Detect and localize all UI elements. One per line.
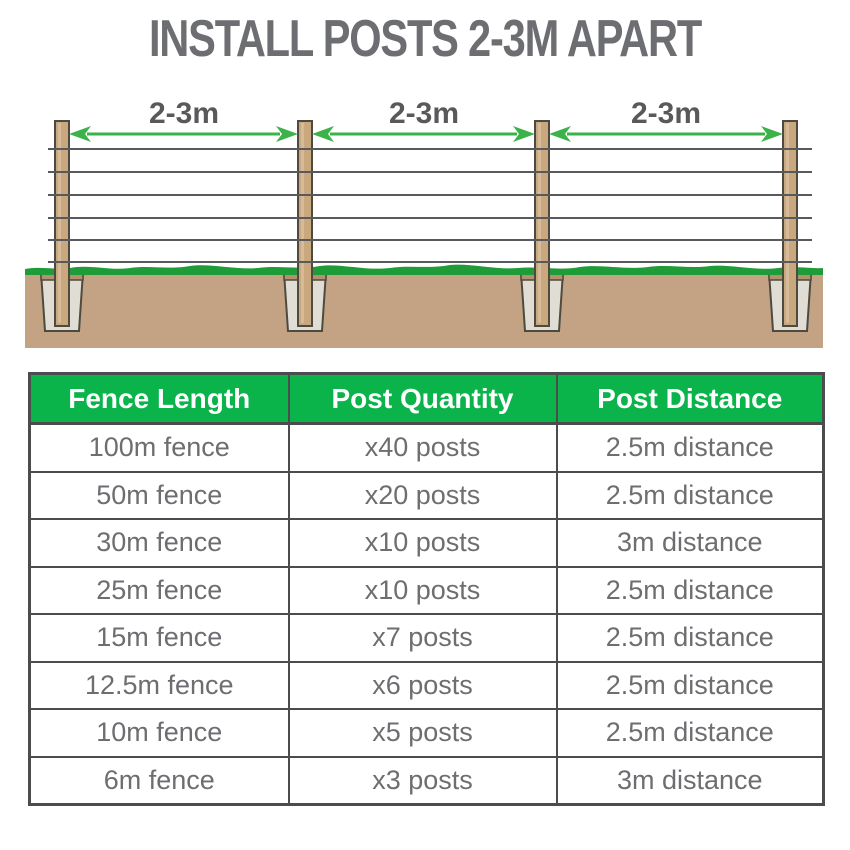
- table-cell: 12.5m fence: [30, 662, 289, 710]
- fence-post-table: [28, 372, 825, 806]
- ground: [25, 271, 823, 348]
- table-cell: 2.5m distance: [557, 424, 824, 472]
- table-cell: x6 posts: [289, 662, 557, 710]
- table-cell: x40 posts: [289, 424, 557, 472]
- table-cell: 3m distance: [557, 757, 824, 805]
- table-cell: 50m fence: [30, 472, 289, 520]
- page-title: INSTALL POSTS 2-3M APART: [148, 10, 702, 68]
- table-cell: x3 posts: [289, 757, 557, 805]
- grass: [25, 265, 823, 275]
- spacing-label: 2-3m: [388, 97, 460, 130]
- table-cell: 6m fence: [30, 757, 289, 805]
- table-cell: x10 posts: [289, 567, 557, 615]
- table-row: [30, 614, 824, 662]
- table-cell: x10 posts: [289, 519, 557, 567]
- spacing-label: 2-3m: [630, 97, 702, 130]
- table-cell: 15m fence: [30, 614, 289, 662]
- header-cell-fence-length: Fence Length: [30, 374, 289, 424]
- table-cell: x7 posts: [289, 614, 557, 662]
- fence-post: [298, 121, 312, 326]
- table-cell: 2.5m distance: [557, 662, 824, 710]
- table-cell: x20 posts: [289, 472, 557, 520]
- table-row: [30, 519, 824, 567]
- table-cell: 100m fence: [30, 424, 289, 472]
- table-cell: 2.5m distance: [557, 709, 824, 757]
- fence-wires: [48, 149, 812, 262]
- table-cell: 2.5m distance: [557, 472, 824, 520]
- table-row: [30, 567, 824, 615]
- table-cell: 25m fence: [30, 567, 289, 615]
- table-cell: 3m distance: [557, 519, 824, 567]
- table-row: [30, 757, 824, 805]
- fence-diagram: [0, 85, 850, 355]
- fence-post: [55, 121, 69, 326]
- table-row: [30, 709, 824, 757]
- table-cell: 2.5m distance: [557, 567, 824, 615]
- fence-post: [783, 121, 797, 326]
- table-row: [30, 424, 824, 472]
- table-cell: 2.5m distance: [557, 614, 824, 662]
- table-cell: 10m fence: [30, 709, 289, 757]
- header-cell-post-distance: Post Distance: [557, 374, 824, 424]
- header-cell-post-quantity: Post Quantity: [289, 374, 557, 424]
- fence-post: [535, 121, 549, 326]
- table-row: [30, 472, 824, 520]
- table-row: [30, 662, 824, 710]
- table-cell: 30m fence: [30, 519, 289, 567]
- table-header-row: [30, 374, 824, 424]
- table-cell: x5 posts: [289, 709, 557, 757]
- spacing-label: 2-3m: [148, 97, 220, 130]
